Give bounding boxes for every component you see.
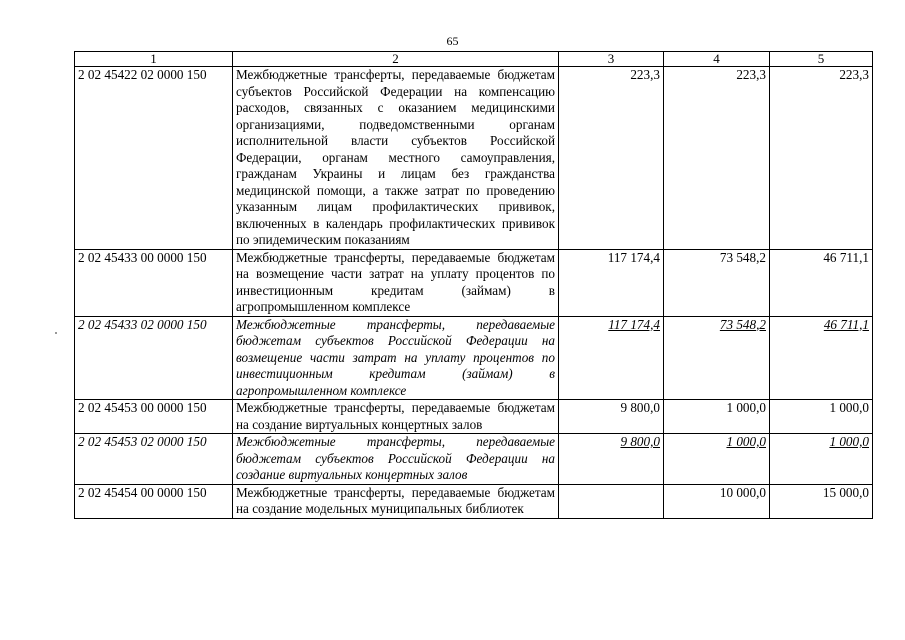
transfer-description: Межбюджетные трансферты, передаваемые бюджетам на создание модельных муниципальных библиотек (233, 484, 559, 518)
amount-col5: 46 711,1 (770, 249, 873, 316)
amount-col5: 15 000,0 (770, 484, 873, 518)
budget-code: 2 02 45433 02 0000 150 (75, 316, 233, 400)
table-row (75, 67, 873, 250)
amount-col4: 1 000,0 (664, 434, 770, 485)
budget-code: 2 02 45453 02 0000 150 (75, 434, 233, 485)
amount-col3: 223,3 (559, 67, 664, 250)
transfer-description: Межбюджетные трансферты, передаваемые бюджетам субъектов Российской Федерации на возмещение части затрат на уплату процентов по инвестиционным кредитам (займам) в агропромышленном комплексе (233, 316, 559, 400)
amount-col5: 1 000,0 (770, 400, 873, 434)
transfer-description: Межбюджетные трансферты, передаваемые бюджетам субъектов Российской Федерации на компенсацию расходов, связанных с оказанием медицинскими организациями, подведомственными органам исполнительной власти субъектов Российской Федерации, органам местного самоуправления, гражданам Украины и лицам без гражданства медицинской помощи, а также затрат по проведению указанным лицам профилактических прививок, включенных в календарь профилактических прививок по эпидемическим показаниям (233, 67, 559, 250)
amount-col3: 117 174,4 (559, 249, 664, 316)
transfer-description: Межбюджетные трансферты, передаваемые бюджетам на создание виртуальных концертных залов (233, 400, 559, 434)
amount-col5: 1 000,0 (770, 434, 873, 485)
amount-col4: 10 000,0 (664, 484, 770, 518)
column-header-5: 5 (770, 52, 873, 67)
budget-code: 2 02 45422 02 0000 150 (75, 67, 233, 250)
amount-col3: 9 800,0 (559, 400, 664, 434)
table-row (75, 316, 873, 400)
table-row (75, 484, 873, 518)
scan-mark (55, 332, 57, 334)
budget-table (74, 51, 873, 519)
table-row (75, 249, 873, 316)
table-row (75, 434, 873, 485)
amount-col4: 1 000,0 (664, 400, 770, 434)
amount-col4: 73 548,2 (664, 249, 770, 316)
column-header-4: 4 (664, 52, 770, 67)
page-number: 65 (446, 34, 459, 48)
column-header-1: 1 (75, 52, 233, 67)
amount-col3 (559, 484, 664, 518)
budget-code: 2 02 45453 00 0000 150 (75, 400, 233, 434)
transfer-description: Межбюджетные трансферты, передаваемые бюджетам на возмещение части затрат на уплату процентов по инвестиционным кредитам (займам) в агропромышленном комплексе (233, 249, 559, 316)
table-row (75, 400, 873, 434)
budget-code: 2 02 45433 00 0000 150 (75, 249, 233, 316)
transfer-description: Межбюджетные трансферты, передаваемые бюджетам субъектов Российской Федерации на создание виртуальных концертных залов (233, 434, 559, 485)
header-row (75, 52, 873, 67)
amount-col4: 73 548,2 (664, 316, 770, 400)
budget-code: 2 02 45454 00 0000 150 (75, 484, 233, 518)
amount-col5: 223,3 (770, 67, 873, 250)
amount-col3: 9 800,0 (559, 434, 664, 485)
amount-col3: 117 174,4 (559, 316, 664, 400)
column-header-2: 2 (233, 52, 559, 67)
amount-col4: 223,3 (664, 67, 770, 250)
amount-col5: 46 711,1 (770, 316, 873, 400)
column-header-3: 3 (559, 52, 664, 67)
